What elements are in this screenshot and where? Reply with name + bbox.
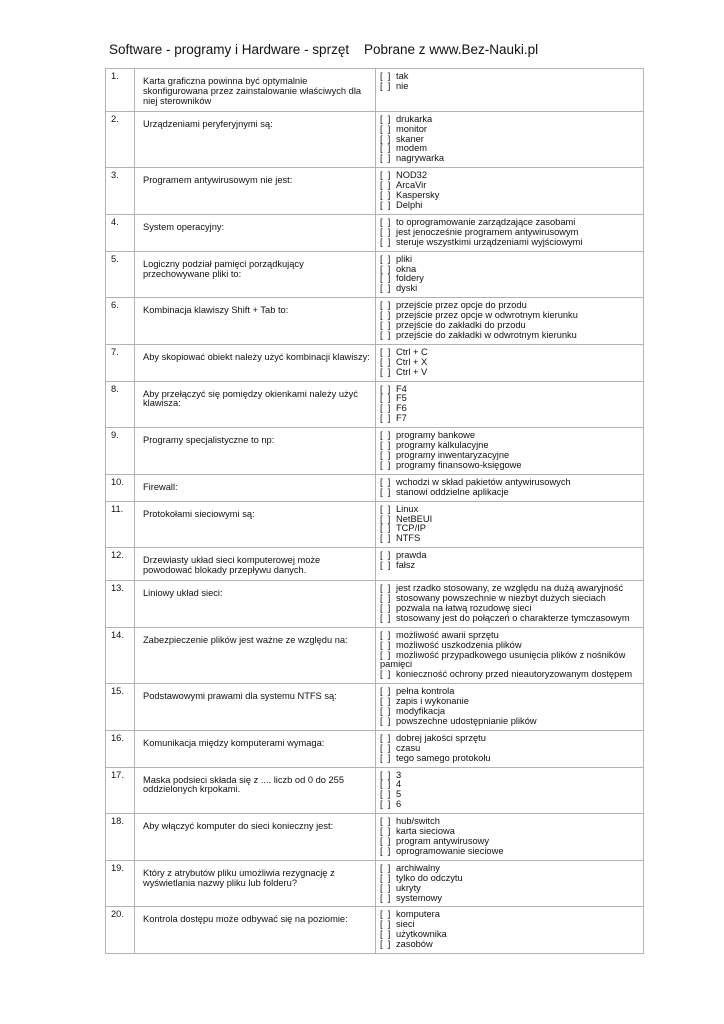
answer-option-label: komputera: [396, 909, 440, 920]
checkbox[interactable]: [ ]: [380, 686, 391, 697]
question-row: [106, 428, 644, 475]
question-number: 15.: [106, 684, 135, 731]
answer-option-label: to oprogramowanie zarządzające zasobami: [396, 216, 576, 227]
question-number: 10.: [106, 474, 135, 501]
answer-option-label: możliwość przypadkowego usunięcia plików z nośników pamięci: [380, 649, 626, 670]
answer-option[interactable]: [380, 561, 640, 571]
answer-option[interactable]: [380, 670, 640, 680]
question-number: 5.: [106, 251, 135, 298]
answer-option-label: 5: [396, 789, 402, 800]
answer-option-label: ukryty: [396, 882, 421, 893]
checkbox[interactable]: [ ]: [380, 476, 391, 487]
answer-option-label: nagrywarka: [396, 153, 445, 164]
answer-option[interactable]: [380, 717, 640, 727]
checkbox[interactable]: [ ]: [380, 513, 391, 524]
checkbox[interactable]: [ ]: [380, 180, 391, 191]
checkbox[interactable]: [ ]: [380, 882, 391, 893]
page-header: [109, 42, 649, 62]
answer-option-label: TCP/IP: [396, 523, 426, 534]
question-row: [106, 581, 644, 628]
question-row: [106, 814, 644, 861]
checkbox[interactable]: [ ]: [380, 732, 391, 743]
checkbox[interactable]: [ ]: [380, 696, 391, 707]
checkbox[interactable]: [ ]: [380, 430, 391, 441]
answer-option-label: NOD32: [396, 170, 428, 181]
answer-option[interactable]: [380, 255, 640, 265]
question-number: 12.: [106, 548, 135, 581]
answer-option-label: okna: [396, 263, 417, 274]
checkbox[interactable]: [ ]: [380, 273, 391, 284]
question-row: [106, 501, 644, 548]
answer-option-label: tego samego protokołu: [396, 752, 491, 763]
checkbox[interactable]: [ ]: [380, 872, 391, 883]
answer-option[interactable]: [380, 461, 640, 471]
answer-option[interactable]: [380, 284, 640, 294]
question-text: Protokołami sieciowymi są:: [135, 501, 376, 548]
answer-option-label: programy finansowo-księgowe: [396, 459, 522, 470]
answer-option-label: monitor: [396, 123, 428, 134]
answer-option-label: F5: [396, 393, 407, 404]
checkbox[interactable]: [ ]: [380, 253, 391, 264]
answer-option[interactable]: [380, 488, 640, 498]
checkbox[interactable]: [ ]: [380, 909, 391, 920]
question-row: [106, 69, 644, 112]
answer-option-label: dobrej jakości sprzętu: [396, 732, 486, 743]
answer-options: [376, 860, 644, 907]
checkbox[interactable]: [ ]: [380, 153, 391, 164]
answer-option-label: foldery: [396, 273, 424, 284]
answer-option[interactable]: [380, 910, 640, 920]
answer-option[interactable]: [380, 238, 640, 248]
question-row: [106, 767, 644, 814]
answer-option-label: pozwala na łatwą rozudowę sieci: [396, 602, 532, 613]
answer-options: [376, 730, 644, 767]
question-row: [106, 168, 644, 215]
document-title: Software - programy i Hardware - sprzęt: [109, 42, 350, 57]
answer-options: [376, 168, 644, 215]
answer-option-label: stosowany jest do połączeń o charakterze tymczasowym: [396, 612, 630, 623]
answer-options: [376, 69, 644, 112]
answer-option[interactable]: [380, 72, 640, 82]
answer-option[interactable]: [380, 847, 640, 857]
answer-option[interactable]: [380, 394, 640, 404]
answer-options: [376, 251, 644, 298]
answer-option-label: wchodzi w skład pakietów antywirusowych: [396, 476, 571, 487]
answer-option-label: modem: [396, 143, 428, 154]
checkbox[interactable]: [ ]: [380, 320, 391, 331]
checkbox[interactable]: [ ]: [380, 639, 391, 650]
question-row: [106, 298, 644, 345]
answer-option-label: F4: [396, 383, 407, 394]
question-text: Drzewiasty układ sieci komputerowej może powodować blokady przepływu danych.: [135, 548, 376, 581]
answer-option[interactable]: [380, 82, 640, 92]
answer-option-label: przejście do zakładki w odwrotnym kierunku: [396, 329, 577, 340]
checkbox[interactable]: [ ]: [380, 190, 391, 201]
question-text: Komunikacja między komputerami wymaga:: [135, 730, 376, 767]
question-text: Liniowy układ sieci:: [135, 581, 376, 628]
checkbox[interactable]: [ ]: [380, 403, 391, 414]
answer-options: [376, 214, 644, 251]
answer-option-label: hub/switch: [396, 816, 440, 827]
question-number: 20.: [106, 907, 135, 954]
question-text: Maska podsieci składa się z .... liczb od 0 do 255 oddzielonych krpokami.: [135, 767, 376, 814]
checkbox[interactable]: [ ]: [380, 71, 391, 81]
question-text: Zabezpieczenie plików jest ważne ze względu na:: [135, 627, 376, 684]
answer-option[interactable]: [380, 368, 640, 378]
checkbox[interactable]: [ ]: [380, 560, 391, 571]
answer-option-label: prawda: [396, 550, 427, 561]
question-row: [106, 860, 644, 907]
checkbox[interactable]: [ ]: [380, 263, 391, 274]
question-number: 18.: [106, 814, 135, 861]
answer-option[interactable]: [380, 614, 640, 624]
answer-options: [376, 111, 644, 168]
question-number: 4.: [106, 214, 135, 251]
question-number: 17.: [106, 767, 135, 814]
answer-option-label: program antywirusowy: [396, 836, 490, 846]
answer-option-label: stosowany powszechnie w niezbyt dużych sieciach: [396, 592, 606, 603]
question-number: 3.: [106, 168, 135, 215]
answer-option-label: programy kalkulacyjne: [396, 440, 489, 451]
answer-option-label: ArcaVir: [396, 180, 427, 191]
source-label: Pobrane z www.Bez-Nauki.pl: [364, 42, 539, 57]
checkbox[interactable]: [ ]: [380, 459, 391, 470]
answer-option[interactable]: [380, 651, 640, 671]
question-row: [106, 251, 644, 298]
question-number: 2.: [106, 111, 135, 168]
answer-option[interactable]: [380, 274, 640, 284]
checkbox[interactable]: [ ]: [380, 583, 391, 594]
question-row: [106, 381, 644, 428]
checkbox[interactable]: [ ]: [380, 503, 391, 514]
checkbox[interactable]: [ ]: [380, 393, 391, 404]
answer-option-label: jest jenocześnie programem antywirusowym: [396, 226, 579, 237]
answer-option-label: steruje wszystkimi urządzeniami wyjściowymi: [396, 236, 583, 247]
question-row: [106, 730, 644, 767]
checkbox[interactable]: [ ]: [380, 440, 391, 451]
checkbox[interactable]: [ ]: [380, 310, 391, 321]
answer-option-label: archiwalny: [396, 862, 440, 873]
answer-option-label: Linux: [396, 503, 419, 514]
checkbox[interactable]: [ ]: [380, 226, 391, 237]
question-number: 11.: [106, 501, 135, 548]
question-text: Programem antywirusowym nie jest:: [135, 168, 376, 215]
question-text: Logiczny podział pamięci porządkujący przechowywane pliki to:: [135, 251, 376, 298]
answer-option[interactable]: [380, 894, 640, 904]
answer-option-label: NTFS: [396, 533, 421, 544]
answer-options: [376, 814, 644, 861]
checkbox[interactable]: [ ]: [380, 789, 391, 800]
question-row: [106, 214, 644, 251]
answer-option[interactable]: [380, 800, 640, 810]
checkbox[interactable]: [ ]: [380, 523, 391, 534]
checkbox[interactable]: [ ]: [380, 356, 391, 367]
checkbox[interactable]: [ ]: [380, 80, 391, 91]
answer-option[interactable]: [380, 414, 640, 424]
question-number: 16.: [106, 730, 135, 767]
checkbox[interactable]: [ ]: [380, 592, 391, 603]
checkbox[interactable]: [ ]: [380, 706, 391, 717]
checkbox[interactable]: [ ]: [380, 550, 391, 561]
answer-option-label: 4: [396, 779, 402, 790]
checkbox[interactable]: [ ]: [380, 199, 391, 210]
answer-option-label: tylko do odczytu: [396, 872, 463, 883]
checkbox[interactable]: [ ]: [380, 715, 391, 726]
answer-option-label: modyfikacja: [396, 706, 446, 717]
question-text: System operacyjny:: [135, 214, 376, 251]
answer-option-label: Delphi: [396, 199, 423, 210]
answer-option-label: pliki: [396, 253, 413, 264]
answer-options: [376, 907, 644, 954]
question-number: 7.: [106, 344, 135, 381]
answer-option-label: pełna kontrola: [396, 686, 455, 697]
answer-options: [376, 381, 644, 428]
answer-options: [376, 627, 644, 684]
answer-option-label: NetBEUI: [396, 513, 433, 524]
answer-option-label: nie: [396, 80, 409, 91]
checkbox[interactable]: [ ]: [380, 752, 391, 763]
answer-option[interactable]: [380, 780, 640, 790]
answer-option-label: oprogramowanie sieciowe: [396, 845, 504, 856]
checkbox[interactable]: [ ]: [380, 329, 391, 340]
answer-option-label: Kaspersky: [396, 190, 440, 201]
answer-option-label: przejście do zakładki do przodu: [396, 320, 526, 331]
question-number: 19.: [106, 860, 135, 907]
answer-options: [376, 298, 644, 345]
answer-options: [376, 684, 644, 731]
question-row: [106, 907, 644, 954]
checkbox[interactable]: [ ]: [380, 939, 391, 950]
quiz-body: [106, 69, 644, 954]
answer-option[interactable]: [380, 331, 640, 341]
answer-option-label: stanowi oddzielne aplikacje: [396, 486, 509, 497]
checkbox[interactable]: [ ]: [380, 133, 391, 144]
answer-option-label: 6: [396, 799, 402, 810]
answer-option[interactable]: [380, 790, 640, 800]
answer-option-label: F6: [396, 403, 407, 414]
checkbox[interactable]: [ ]: [380, 346, 391, 357]
question-number: 8.: [106, 381, 135, 428]
question-text: Karta graficzna powinna być optymalnie skonfigurowana przez zainstalowanie właściwych dla niej sterowników: [135, 69, 376, 112]
question-text: Kontrola dostępu może odbywać się na poziomie:: [135, 907, 376, 954]
answer-options: [376, 474, 644, 501]
checkbox[interactable]: [ ]: [380, 649, 391, 660]
question-number: 6.: [106, 298, 135, 345]
answer-options: [376, 344, 644, 381]
answer-options: [376, 548, 644, 581]
question-row: [106, 111, 644, 168]
question-text: Aby przełączyć się pomiędzy okienkami należy użyć klawisza:: [135, 381, 376, 428]
checkbox[interactable]: [ ]: [380, 383, 391, 394]
answer-options: [376, 428, 644, 475]
question-text: Urządzeniami peryferyjnymi są:: [135, 111, 376, 168]
answer-option-label: przejście przez opcje w odwrotnym kierunku: [396, 310, 578, 321]
checkbox[interactable]: [ ]: [380, 779, 391, 790]
answer-option-label: 3: [396, 769, 402, 780]
checkbox[interactable]: [ ]: [380, 366, 391, 377]
checkbox[interactable]: [ ]: [380, 236, 391, 247]
question-row: [106, 548, 644, 581]
checkbox[interactable]: [ ]: [380, 799, 391, 810]
answer-option[interactable]: [380, 771, 640, 781]
quiz-table: [105, 68, 644, 954]
checkbox[interactable]: [ ]: [380, 669, 391, 680]
checkbox[interactable]: [ ]: [380, 845, 391, 856]
answer-option-label: Ctrl + V: [396, 366, 428, 377]
answer-option-label: Ctrl + X: [396, 356, 428, 367]
question-text: Aby włączyć komputer do sieci konieczny jest:: [135, 814, 376, 861]
question-row: [106, 344, 644, 381]
question-text: Podstawowymi prawami dla systemu NTFS są:: [135, 684, 376, 731]
checkbox[interactable]: [ ]: [380, 836, 391, 846]
answer-option[interactable]: [380, 754, 640, 764]
answer-option-label: karta sieciowa: [396, 826, 455, 837]
checkbox[interactable]: [ ]: [380, 123, 391, 134]
answer-option-label: powszechne udostępnianie plików: [396, 715, 537, 726]
question-text: Aby skopiować obiekt należy użyć kombinacji klawiszy:: [135, 344, 376, 381]
answer-option-label: programy inwentaryzacyjne: [396, 450, 510, 460]
checkbox[interactable]: [ ]: [380, 826, 391, 837]
answer-option[interactable]: [380, 154, 640, 164]
answer-option-label: programy bankowe: [396, 430, 476, 441]
checkbox[interactable]: [ ]: [380, 143, 391, 154]
answer-option[interactable]: [380, 551, 640, 561]
question-number: 14.: [106, 627, 135, 684]
answer-option-label: F7: [396, 413, 407, 424]
question-row: [106, 474, 644, 501]
answer-option-label: sieci: [396, 919, 415, 930]
answer-option-label: skaner: [396, 133, 424, 144]
question-row: [106, 684, 644, 731]
answer-option-label: jest rzadko stosowany, ze względu na dużą awaryjność: [396, 583, 624, 594]
checkbox[interactable]: [ ]: [380, 216, 391, 227]
answer-option-label: tak: [396, 71, 409, 81]
question-text: Firewall:: [135, 474, 376, 501]
checkbox[interactable]: [ ]: [380, 413, 391, 424]
checkbox[interactable]: [ ]: [380, 533, 391, 544]
answer-option-label: użytkownika: [396, 929, 447, 940]
answer-option-label: systemowy: [396, 892, 442, 903]
checkbox[interactable]: [ ]: [380, 170, 391, 181]
answer-option-label: zasobów: [396, 939, 433, 950]
answer-option[interactable]: [380, 385, 640, 395]
checkbox[interactable]: [ ]: [380, 769, 391, 780]
question-number: 13.: [106, 581, 135, 628]
checkbox[interactable]: [ ]: [380, 612, 391, 623]
answer-option-label: dyski: [396, 283, 418, 294]
checkbox[interactable]: [ ]: [380, 450, 391, 460]
question-number: 1.: [106, 69, 135, 112]
answer-option[interactable]: [380, 404, 640, 414]
checkbox[interactable]: [ ]: [380, 486, 391, 497]
checkbox[interactable]: [ ]: [380, 929, 391, 940]
question-row: [106, 627, 644, 684]
checkbox[interactable]: [ ]: [380, 629, 391, 640]
answer-option[interactable]: [380, 940, 640, 950]
answer-option-label: możliwość awarii sprzętu: [396, 629, 499, 640]
checkbox[interactable]: [ ]: [380, 892, 391, 903]
answer-option-label: fałsz: [396, 560, 416, 571]
answer-option-label: Ctrl + C: [396, 346, 428, 357]
checkbox[interactable]: [ ]: [380, 816, 391, 827]
answer-option-label: przejście przez opcje do przodu: [396, 300, 527, 311]
checkbox[interactable]: [ ]: [380, 283, 391, 294]
question-number: 9.: [106, 428, 135, 475]
answer-options: [376, 767, 644, 814]
question-text: Który z atrybutów pliku umożliwia rezygnację z wyświetlania nazwy pliku lub folderu?: [135, 860, 376, 907]
answer-option[interactable]: [380, 534, 640, 544]
checkbox[interactable]: [ ]: [380, 602, 391, 613]
question-text: Programy specjalistyczne to np:: [135, 428, 376, 475]
checkbox[interactable]: [ ]: [380, 862, 391, 873]
answer-option-label: drukarka: [396, 113, 433, 124]
answer-option-label: zapis i wykonanie: [396, 696, 469, 707]
answer-option-label: konieczność ochrony przed nieautoryzowanym dostępem: [396, 669, 633, 680]
answer-option-label: czasu: [396, 742, 421, 753]
checkbox[interactable]: [ ]: [380, 300, 391, 311]
checkbox[interactable]: [ ]: [380, 919, 391, 930]
checkbox[interactable]: [ ]: [380, 113, 391, 124]
answer-options: [376, 501, 644, 548]
answer-options: [376, 581, 644, 628]
question-text: Kombinacja klawiszy Shift + Tab to:: [135, 298, 376, 345]
checkbox[interactable]: [ ]: [380, 742, 391, 753]
answer-option-label: możliwość uszkodzenia plików: [396, 639, 522, 650]
answer-option[interactable]: [380, 201, 640, 211]
